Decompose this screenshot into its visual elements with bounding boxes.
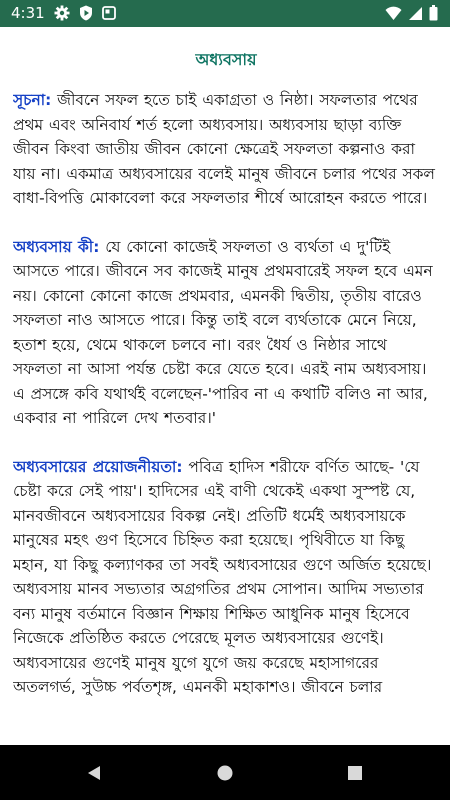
section-heading: অধ্যবসায়ের প্রয়োজনীয়তা:: [13, 457, 183, 476]
battery-icon: [429, 5, 438, 25]
status-left: [11, 4, 116, 22]
section-body: পবিত্র হাদিস শরীফে বর্ণিত আছে- 'যে চেষ্টা করে সেই পায়'। হাদিসের এই বাণী থেকেই একথা সুস্পষ্ট যে, মানবজীবনে অধ্যবসায়ের বিকল্প নেই। প্রতিটি ধর্মেই অধ্যবসায়কে মানুষের মহৎ গুণ হিসেবে চিহ্নিত করা হয়েছে। পৃথিবীতে যা কিছু মহান, যা কিছু কল্যাণকর তা সবই অধ্যবসায়ের গুণে অর্জিত হয়েছে। অধ্যবসায় মানব সভ্যতার অগ্রগতির প্রথম সোপান। আদিম সভ্যতার বন্য মানুষ বর্তমানে বিজ্ঞান শিক্ষায় শিক্ষিত আধুনিক মানুষ হিসেবে নিজেকে প্রতিষ্ঠিত করতে পেরেছে মূলত অধ্যবসায়ের গুণেই। অধ্যবসায়ের গুণেই মানুষ যুগে যুগে জয় করেছে মহাসাগরের অতলগর্ভ, সুউচ্চ পর্বতশৃঙ্গ, এমনকী মহাকাশও। জীবনে চলার: [13, 457, 432, 696]
recents-icon[interactable]: [341, 759, 369, 787]
gear-icon: [54, 5, 70, 21]
section-necessity: [13, 455, 439, 700]
status-right: [385, 5, 438, 25]
notification-icon: [102, 6, 116, 20]
back-icon[interactable]: [80, 759, 108, 787]
section-heading: সূচনা:: [13, 91, 52, 109]
home-icon[interactable]: [211, 759, 239, 787]
play-protect-icon: [79, 5, 93, 21]
section-body: যে কোনো কাজেই সফলতা ও ব্যর্থতা এ দু'টিই আসতে পারে। জীবনে সব কাজেই মানুষ প্রথমবারেই সফল হবে এমন নয়। কোনো কোনো কাজে প্রথমবার, এমনকী দ্বিতীয়, তৃতীয় বারেও সফলতা নাও আসতে পারে। কিন্তু তাই বলে ব্যর্থতাকে মেনে নিয়ে, হতাশ হয়ে, থেমে থাকলে চলবে না। বরং ধৈর্য ও নিষ্ঠার সাথে সফলতা না আসা পর্যন্ত চেষ্টা করে যেতে হবে। এরই নাম অধ্যবসায়। এ প্রসঙ্গে কবি যথার্থই বলেছেন-'পারিব না এ কথাটি বলিও না আর, একবার না পারিলে দেখ শতবার।': [13, 237, 433, 427]
section-body: জীবনে সফল হতে চাই একাগ্রতা ও নিষ্ঠা। সফলতার পথের প্রথম এবং অনিবার্য শর্ত হলো অধ্যবসায়। অধ্যবসায় ছাড়া ব্যক্তি জীবন কিংবা জাতীয় জীবন কোনো ক্ষেত্রেই সফলতা কল্পনাও করা যায় না। একমাত্র অধ্যবসায়ের বলেই মানুষ জীবনে চলার পথের সকল বাধা-বিপত্তি মোকাবেলা করে সফলতার শীর্ষে আরোহন করতে পারে।: [13, 91, 435, 207]
navigation-bar: [0, 745, 450, 800]
wifi-icon: [385, 6, 402, 25]
cellular-signal-icon: [408, 6, 423, 25]
section-heading: অধ্যবসায় কী:: [13, 237, 100, 256]
status-bar: [0, 0, 450, 27]
section-what-is-perseverance: [13, 235, 439, 431]
article-content[interactable]: [13, 27, 439, 745]
section-introduction: [13, 88, 439, 211]
article-title: অধ্যবসায়: [195, 50, 257, 69]
clock: 4:31: [11, 4, 45, 22]
